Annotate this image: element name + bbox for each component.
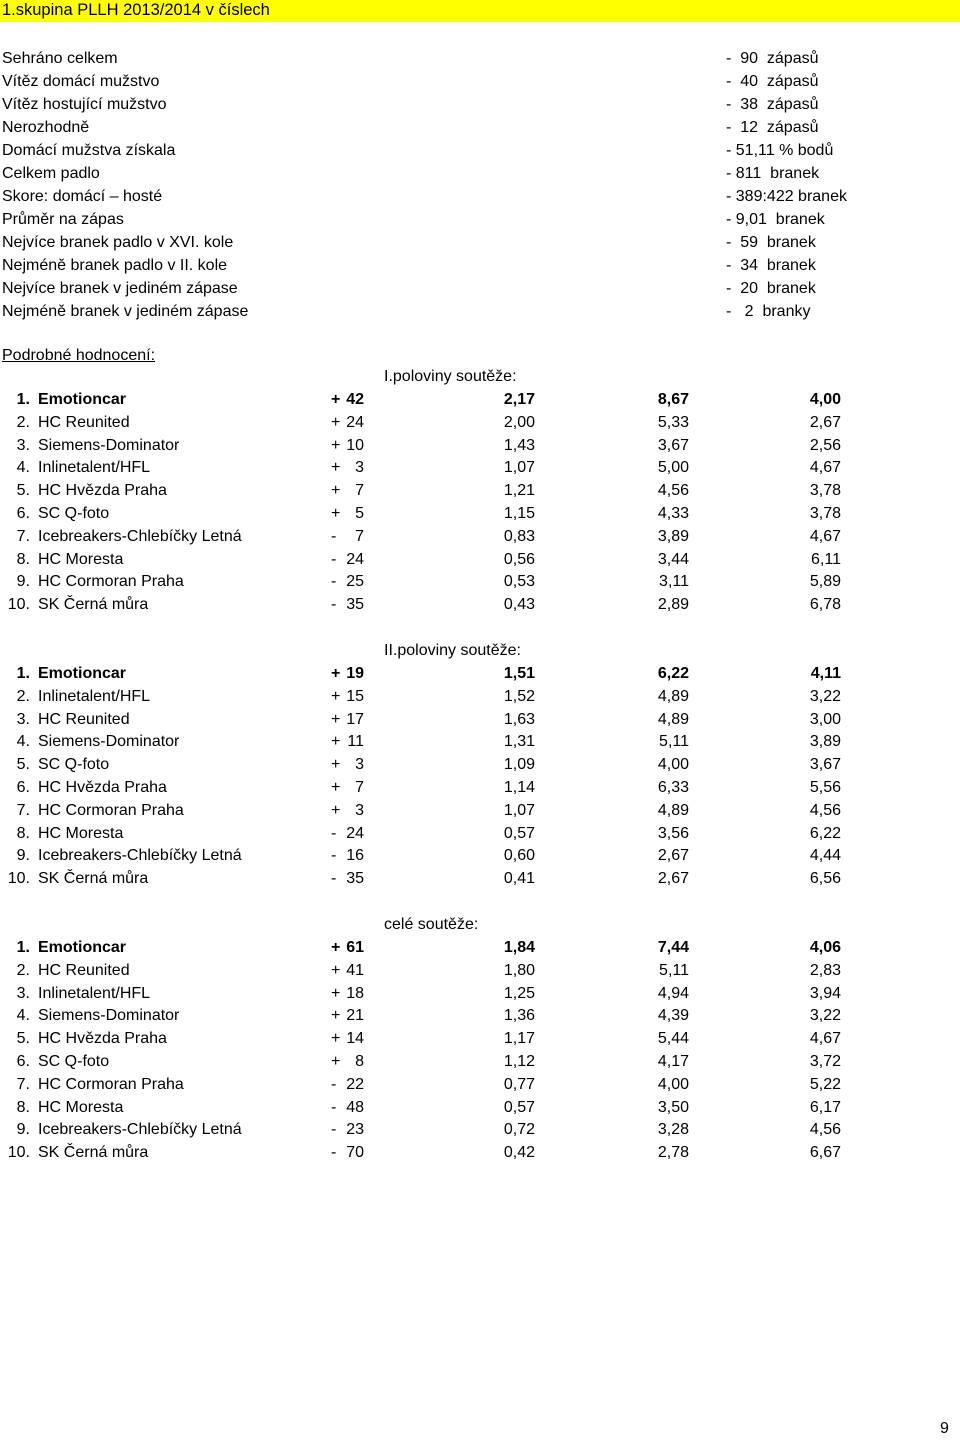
score-cell: 48: [346, 1098, 364, 1116]
rank-cell: 4.: [16, 459, 30, 477]
sign-cell: +: [331, 1053, 341, 1070]
team-cell: HC Cormoran Praha: [38, 801, 184, 819]
sign-cell: -: [331, 1098, 337, 1116]
value-cell: 3,56: [657, 824, 689, 842]
summary-value: - 40 zápasů: [726, 73, 819, 90]
value-cell: 6,22: [657, 665, 689, 682]
value-cell: 4,00: [809, 391, 841, 408]
value-cell: 2,00: [503, 413, 535, 431]
value-cell: 0,57: [503, 824, 535, 842]
rank-cell: 6.: [16, 779, 30, 796]
value-cell: 2,56: [809, 436, 841, 454]
value-cell: 5,11: [659, 733, 689, 751]
rank-cell: 5.: [16, 756, 30, 774]
value-cell: 4,00: [657, 756, 689, 774]
rank-cell: 10.: [7, 596, 30, 614]
value-cell: 3,44: [657, 550, 689, 568]
sign-cell: +: [331, 687, 341, 705]
sign-cell: +: [331, 733, 341, 751]
team-cell: HC Cormoran Praha: [38, 1075, 184, 1093]
value-cell: 5,00: [657, 459, 689, 477]
score-cell: 7: [355, 527, 364, 545]
value-cell: 6,78: [809, 596, 841, 614]
value-cell: 3,78: [809, 505, 841, 522]
summary-label: Sehráno celkem: [2, 50, 118, 67]
value-cell: 2,67: [657, 870, 689, 888]
value-cell: 6,33: [657, 779, 689, 796]
value-cell: 5,89: [809, 573, 841, 591]
value-cell: 3,72: [809, 1053, 841, 1070]
value-cell: 0,41: [503, 870, 535, 888]
team-cell: HC Moresta: [38, 550, 124, 568]
team-cell: SK Černá můra: [38, 1144, 149, 1162]
value-cell: 3,89: [809, 733, 841, 751]
score-cell: 3: [355, 459, 364, 477]
value-cell: 5,22: [809, 1075, 841, 1093]
rank-cell: 2.: [16, 413, 30, 431]
score-cell: 15: [346, 687, 364, 705]
value-cell: 2,17: [503, 391, 535, 408]
rank-cell: 9.: [16, 847, 30, 865]
team-cell: HC Reunited: [38, 710, 130, 728]
score-cell: 14: [346, 1030, 364, 1048]
section-title: celé soutěže:: [384, 916, 479, 933]
sign-cell: -: [331, 550, 337, 568]
summary-label: Nerozhodně: [2, 119, 90, 136]
rank-cell: 8.: [16, 1098, 30, 1116]
score-cell: 3: [355, 756, 364, 774]
rank-cell: 7.: [16, 1075, 30, 1093]
value-cell: 6,22: [809, 824, 841, 842]
sign-cell: +: [331, 1007, 341, 1025]
sign-cell: +: [331, 756, 341, 774]
value-cell: 1,14: [503, 779, 535, 796]
score-cell: 19: [346, 665, 364, 682]
value-cell: 1,07: [503, 459, 535, 477]
score-cell: 42: [346, 391, 364, 408]
score-cell: 10: [346, 436, 364, 454]
score-cell: 24: [346, 824, 364, 842]
score-cell: 24: [346, 413, 364, 431]
summary-label: Nejméně branek v jediném zápase: [2, 303, 249, 320]
rank-cell: 10.: [7, 1144, 30, 1162]
team-cell: SK Černá můra: [38, 870, 149, 888]
value-cell: 3,78: [809, 482, 841, 500]
rank-cell: 7.: [16, 801, 30, 819]
value-cell: 6,11: [811, 550, 841, 568]
value-cell: 1,52: [503, 687, 535, 705]
value-cell: 3,67: [809, 756, 841, 774]
value-cell: 1,31: [503, 733, 535, 751]
value-cell: 4,89: [657, 687, 689, 705]
value-cell: 1,07: [503, 801, 535, 819]
sign-cell: +: [331, 801, 341, 819]
summary-label: Skore: domácí – hosté: [2, 188, 163, 205]
value-cell: 0,56: [503, 550, 535, 568]
value-cell: 2,89: [657, 596, 689, 614]
team-cell: Inlinetalent/HFL: [38, 984, 151, 1002]
rank-cell: 2.: [16, 961, 30, 979]
team-cell: HC Hvězda Praha: [38, 1030, 167, 1048]
value-cell: 2,67: [657, 847, 689, 865]
value-cell: 1,80: [503, 961, 535, 979]
value-cell: 4,56: [809, 801, 841, 819]
sign-cell: +: [331, 961, 341, 979]
sign-cell: +: [331, 779, 341, 796]
team-cell: Emotioncar: [38, 391, 127, 408]
team-cell: Icebreakers-Chlebíčky Letná: [38, 527, 242, 545]
value-cell: 4,06: [809, 939, 841, 956]
summary-value: - 12 zápasů: [726, 119, 819, 136]
page-title: 1.skupina PLLH 2013/2014 v číslech: [2, 1, 270, 19]
value-cell: 1,12: [503, 1053, 535, 1070]
value-cell: 1,09: [503, 756, 535, 774]
score-cell: 16: [346, 847, 364, 865]
sign-cell: +: [331, 665, 341, 682]
value-cell: 1,36: [503, 1007, 535, 1025]
team-cell: HC Hvězda Praha: [38, 779, 167, 796]
value-cell: 2,83: [809, 961, 841, 979]
sign-cell: -: [331, 847, 337, 865]
summary-value: - 2 branky: [726, 303, 811, 320]
value-cell: 0,53: [503, 573, 535, 591]
summary-value: - 20 branek: [726, 280, 816, 297]
sign-cell: -: [331, 573, 337, 591]
team-cell: Siemens-Dominator: [38, 1007, 180, 1025]
score-cell: 61: [346, 939, 364, 956]
team-cell: HC Reunited: [38, 961, 130, 979]
value-cell: 4,44: [809, 847, 841, 865]
score-cell: 7: [355, 779, 364, 796]
value-cell: 0,77: [503, 1075, 535, 1093]
score-cell: 35: [346, 596, 364, 614]
value-cell: 0,83: [503, 527, 535, 545]
value-cell: 5,44: [657, 1030, 689, 1048]
value-cell: 4,33: [657, 505, 689, 522]
sign-cell: +: [331, 436, 341, 454]
value-cell: 0,72: [503, 1121, 535, 1139]
score-cell: 5: [355, 505, 364, 522]
sign-cell: +: [331, 505, 341, 522]
value-cell: 4,56: [657, 482, 689, 500]
rank-cell: 10.: [7, 870, 30, 888]
rank-cell: 3.: [16, 436, 30, 454]
rank-cell: 8.: [16, 824, 30, 842]
score-cell: 35: [346, 870, 364, 888]
sign-cell: -: [331, 824, 337, 842]
score-cell: 22: [346, 1075, 364, 1093]
sign-cell: -: [331, 596, 337, 614]
value-cell: 0,42: [503, 1144, 535, 1162]
sign-cell: -: [331, 1144, 337, 1162]
rank-cell: 1.: [16, 391, 30, 408]
sign-cell: +: [331, 939, 341, 956]
summary-value: - 34 branek: [726, 257, 816, 274]
value-cell: 1,25: [503, 984, 535, 1002]
score-cell: 70: [346, 1144, 364, 1162]
rank-cell: 7.: [16, 527, 30, 545]
rank-cell: 1.: [16, 665, 30, 682]
summary-label: Celkem padlo: [2, 165, 100, 182]
value-cell: 3,94: [809, 984, 841, 1002]
summary-value: - 9,01 branek: [726, 211, 825, 228]
team-cell: SC Q-foto: [38, 756, 110, 774]
team-cell: Siemens-Dominator: [38, 436, 180, 454]
score-cell: 17: [346, 710, 364, 728]
team-cell: SK Černá můra: [38, 596, 149, 614]
score-cell: 11: [347, 733, 364, 751]
value-cell: 6,17: [809, 1098, 841, 1116]
team-cell: Emotioncar: [38, 665, 127, 682]
score-cell: 8: [355, 1053, 364, 1070]
score-cell: 24: [346, 550, 364, 568]
team-cell: Icebreakers-Chlebíčky Letná: [38, 1121, 242, 1139]
team-cell: HC Hvězda Praha: [38, 482, 167, 500]
value-cell: 3,22: [809, 687, 841, 705]
value-cell: 7,44: [657, 939, 689, 956]
value-cell: 3,11: [659, 573, 689, 591]
rank-cell: 5.: [16, 1030, 30, 1048]
score-cell: 23: [346, 1121, 364, 1139]
value-cell: 4,67: [809, 459, 841, 477]
summary-label: Vítěz hostující mužstvo: [2, 96, 167, 113]
score-cell: 25: [346, 573, 364, 591]
score-cell: 7: [355, 482, 364, 500]
rank-cell: 4.: [16, 733, 30, 751]
sign-cell: +: [331, 1030, 341, 1048]
value-cell: 3,28: [657, 1121, 689, 1139]
sign-cell: +: [331, 984, 341, 1002]
team-cell: HC Cormoran Praha: [38, 573, 184, 591]
sign-cell: +: [331, 391, 341, 408]
summary-label: Vítěz domácí mužstvo: [2, 73, 160, 90]
rank-cell: 1.: [16, 939, 30, 956]
summary-label: Domácí mužstva získala: [2, 142, 176, 159]
value-cell: 1,84: [503, 939, 535, 956]
summary-label: Nejvíce branek v jediném zápase: [2, 280, 238, 297]
value-cell: 8,67: [657, 391, 689, 408]
sign-cell: -: [331, 870, 337, 888]
team-cell: Icebreakers-Chlebíčky Letná: [38, 847, 242, 865]
value-cell: 4,89: [657, 801, 689, 819]
value-cell: 5,33: [657, 413, 689, 431]
summary-value: - 389:422 branek: [726, 188, 847, 205]
sign-cell: -: [331, 1075, 337, 1093]
rank-cell: 6.: [16, 505, 30, 522]
rank-cell: 9.: [16, 1121, 30, 1139]
section-title: II.poloviny soutěže:: [384, 642, 521, 659]
summary-value: - 90 zápasů: [726, 50, 819, 67]
team-cell: Inlinetalent/HFL: [38, 459, 151, 477]
rank-cell: 9.: [16, 573, 30, 591]
value-cell: 4,56: [809, 1121, 841, 1139]
summary-label: Nejméně branek padlo v II. kole: [2, 257, 228, 274]
value-cell: 1,17: [503, 1030, 535, 1048]
team-cell: Siemens-Dominator: [38, 733, 180, 751]
sign-cell: +: [331, 482, 341, 500]
score-cell: 3: [355, 801, 364, 819]
score-cell: 18: [346, 984, 364, 1002]
value-cell: 4,89: [657, 710, 689, 728]
team-cell: HC Moresta: [38, 824, 124, 842]
sign-cell: -: [331, 1121, 337, 1139]
value-cell: 4,39: [657, 1007, 689, 1025]
value-cell: 1,21: [503, 482, 535, 500]
summary-value: - 811 branek: [726, 165, 820, 182]
rank-cell: 4.: [16, 1007, 30, 1025]
rank-cell: 6.: [16, 1053, 30, 1070]
value-cell: 2,78: [657, 1144, 689, 1162]
value-cell: 4,17: [657, 1053, 689, 1070]
summary-value: - 38 zápasů: [726, 96, 819, 113]
team-cell: SC Q-foto: [38, 1053, 110, 1070]
rank-cell: 5.: [16, 482, 30, 500]
team-cell: Inlinetalent/HFL: [38, 687, 151, 705]
sign-cell: +: [331, 710, 341, 728]
value-cell: 6,56: [809, 870, 841, 888]
team-cell: HC Reunited: [38, 413, 130, 431]
value-cell: 6,67: [809, 1144, 841, 1162]
team-cell: HC Moresta: [38, 1098, 124, 1116]
value-cell: 4,67: [809, 1030, 841, 1048]
value-cell: 3,22: [809, 1007, 841, 1025]
summary-value: - 51,11 % bodů: [726, 142, 834, 159]
value-cell: 3,50: [657, 1098, 689, 1116]
value-cell: 2,67: [809, 413, 841, 431]
team-cell: SC Q-foto: [38, 505, 110, 522]
value-cell: 4,00: [657, 1075, 689, 1093]
detail-heading: Podrobné hodnocení:: [2, 347, 156, 364]
page-number: 9: [940, 1420, 949, 1437]
rank-cell: 3.: [16, 710, 30, 728]
value-cell: 1,51: [503, 665, 535, 682]
score-cell: 41: [346, 961, 364, 979]
value-cell: 3,67: [657, 436, 689, 454]
summary-label: Nejvíce branek padlo v XVI. kole: [2, 234, 234, 251]
rank-cell: 8.: [16, 550, 30, 568]
sign-cell: +: [331, 413, 341, 431]
rank-cell: 2.: [16, 687, 30, 705]
value-cell: 0,43: [503, 596, 535, 614]
value-cell: 1,15: [503, 505, 535, 522]
sign-cell: -: [331, 527, 337, 545]
value-cell: 0,60: [503, 847, 535, 865]
value-cell: 1,43: [503, 436, 535, 454]
summary-value: - 59 branek: [726, 234, 816, 251]
value-cell: 1,63: [503, 710, 535, 728]
section-title: I.poloviny soutěže:: [384, 368, 517, 385]
value-cell: 5,56: [809, 779, 841, 796]
value-cell: 4,67: [809, 527, 841, 545]
value-cell: 5,11: [659, 961, 689, 979]
value-cell: 3,00: [809, 710, 841, 728]
value-cell: 0,57: [503, 1098, 535, 1116]
team-cell: Emotioncar: [38, 939, 127, 956]
score-cell: 21: [346, 1007, 364, 1025]
value-cell: 4,11: [810, 665, 841, 682]
rank-cell: 3.: [16, 984, 30, 1002]
value-cell: 3,89: [657, 527, 689, 545]
sign-cell: +: [331, 459, 341, 477]
value-cell: 4,94: [657, 984, 689, 1002]
summary-label: Průměr na zápas: [2, 211, 124, 228]
